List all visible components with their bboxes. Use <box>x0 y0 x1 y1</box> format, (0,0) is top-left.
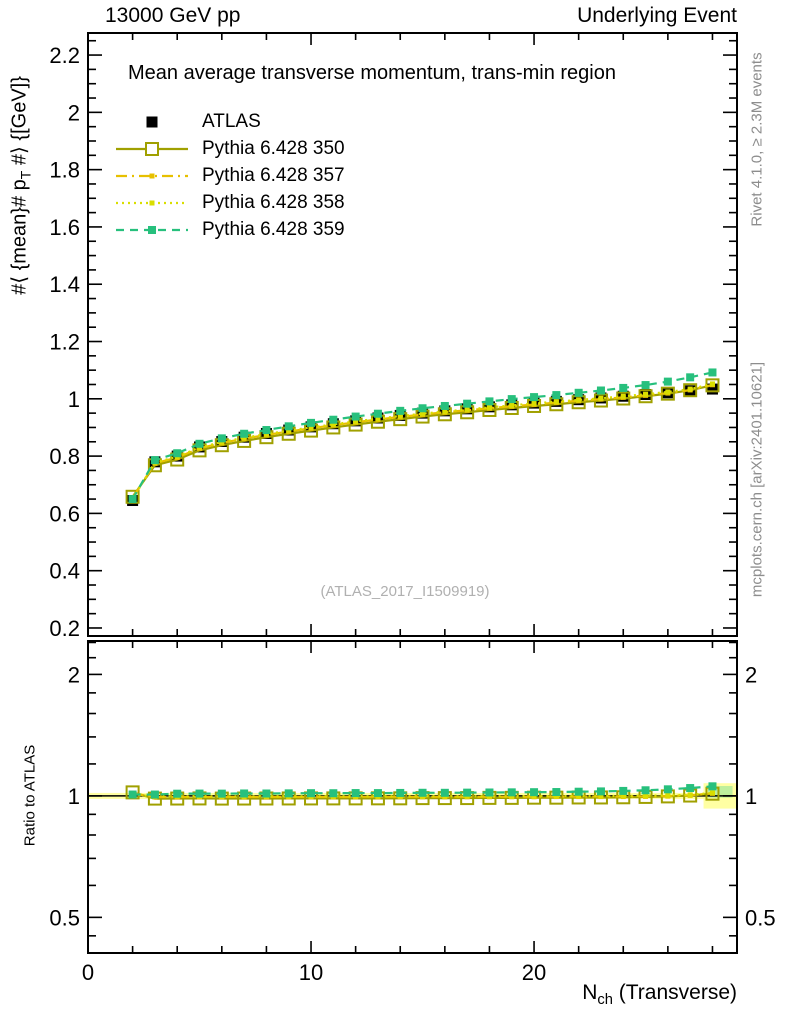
marker-pythia-6-428-359 <box>307 419 315 427</box>
marker-pythia-6-428-359 <box>285 422 293 430</box>
ratio-ytick-label-right: 2 <box>745 662 758 688</box>
ratio-marker-pythia-6-428-359 <box>240 789 248 797</box>
main-ytick-label: 0.8 <box>49 444 80 470</box>
ratio-marker-pythia-6-428-359 <box>485 788 493 796</box>
ratio-marker-pythia-6-428-359 <box>530 788 538 796</box>
ratio-ytick-label: 1 <box>67 783 80 809</box>
marker-pythia-6-428-359 <box>508 395 516 403</box>
ratio-marker-pythia-6-428-359 <box>552 788 560 796</box>
main-ytick-label: 1.2 <box>49 329 80 355</box>
ratio-marker-pythia-6-428-359 <box>262 790 270 798</box>
ratio-marker-pythia-6-428-359 <box>285 789 293 797</box>
main-panel-frame <box>88 33 737 636</box>
marker-pythia-6-428-359 <box>575 389 583 397</box>
marker-pythia-6-428-359 <box>374 410 382 418</box>
ratio-marker-pythia-6-428-358 <box>688 792 693 797</box>
beam-energy-label: 13000 GeV pp <box>105 4 241 27</box>
marker-pythia-6-428-358 <box>532 401 537 406</box>
marker-pythia-6-428-359 <box>708 368 716 376</box>
plot-title: Mean average transverse momentum, trans-min region <box>128 62 616 84</box>
x-tick-label: 20 <box>521 960 547 985</box>
main-ytick-label: 1.8 <box>49 157 80 183</box>
legend-label-pythia-6-428-359: Pythia 6.428 359 <box>202 218 345 240</box>
ratio-marker-pythia-6-428-359 <box>575 788 583 796</box>
ratio-marker-pythia-6-428-359 <box>307 789 315 797</box>
ratio-marker-pythia-6-428-359 <box>664 785 672 793</box>
ratio-marker-pythia-6-428-359 <box>508 788 516 796</box>
ratio-marker-pythia-6-428-359 <box>196 790 204 798</box>
marker-pythia-6-428-359 <box>597 387 605 395</box>
analysis-id-watermark: (ATLAS_2017_I1509919) <box>320 583 490 600</box>
marker-pythia-6-428-359 <box>151 456 159 464</box>
y-axis-label-prefix: #⟨ {mean}# p <box>8 179 31 295</box>
ratio-ytick-label: 2 <box>67 662 80 688</box>
marker-pythia-6-428-358 <box>598 396 603 401</box>
y-axis-label-sub: T <box>17 170 34 180</box>
x-tick-label: 0 <box>81 960 95 985</box>
marker-pythia-6-428-359 <box>619 384 627 392</box>
ratio-ytick-label: 0.5 <box>49 905 80 931</box>
ratio-marker-pythia-6-428-359 <box>419 789 427 797</box>
marker-pythia-6-428-359 <box>642 381 650 389</box>
marker-pythia-6-428-359 <box>463 400 471 408</box>
main-ytick-label: 2.2 <box>49 43 80 69</box>
ratio-marker-pythia-6-428-359 <box>218 790 226 798</box>
main-ytick-label: 1.4 <box>49 272 80 298</box>
ratio-marker-pythia-6-428-359 <box>597 787 605 795</box>
y-axis-label-suffix: #⟩ {[GeV]} <box>8 76 31 171</box>
ratio-marker-pythia-6-428-359 <box>441 789 449 797</box>
legend-label-pythia-6-428-350: Pythia 6.428 350 <box>202 137 345 159</box>
ratio-marker-pythia-6-428-359 <box>173 790 181 798</box>
legend-label-pythia-6-428-357: Pythia 6.428 357 <box>202 164 345 186</box>
marker-pythia-6-428-359 <box>329 416 337 424</box>
marker-pythia-6-428-358 <box>643 392 648 397</box>
marker-pythia-6-428-358 <box>665 389 670 394</box>
legend-label-atlas: ATLAS <box>202 110 261 132</box>
ratio-marker-pythia-6-428-359 <box>396 789 404 797</box>
ratio-marker-pythia-6-428-359 <box>642 786 650 794</box>
mcplots-arxiv-note: mcplots.cern.ch [arXiv:2401.10621] <box>748 361 766 598</box>
marker-pythia-6-428-358 <box>554 399 559 404</box>
marker-pythia-6-428-359 <box>218 434 226 442</box>
ratio-marker-pythia-6-428-359 <box>352 789 360 797</box>
ratio-marker-pythia-6-428-359 <box>129 791 137 799</box>
main-ytick-label: 1 <box>67 386 80 412</box>
main-ytick-label: 0.4 <box>49 558 80 584</box>
ratio-marker-pythia-6-428-359 <box>463 789 471 797</box>
main-ytick-label: 0.6 <box>49 501 80 527</box>
marker-pythia-6-428-359 <box>240 430 248 438</box>
ratio-marker-pythia-6-428-359 <box>708 782 716 790</box>
ratio-marker-pythia-6-428-359 <box>686 784 694 792</box>
marker-pythia-6-428-359 <box>664 378 672 386</box>
marker-pythia-6-428-359 <box>196 440 204 448</box>
marker-pythia-6-428-359 <box>686 373 694 381</box>
x-axis-label-sub: ch <box>597 992 613 1009</box>
marker-pythia-6-428-359 <box>352 413 360 421</box>
marker-pythia-6-428-359 <box>441 402 449 410</box>
marker-pythia-6-428-358 <box>710 381 715 386</box>
main-ytick-label: 1.6 <box>49 214 80 240</box>
ratio-marker-pythia-6-428-359 <box>329 789 337 797</box>
marker-pythia-6-428-359 <box>396 407 404 415</box>
main-ytick-label: 2 <box>67 100 80 126</box>
ratio-axis-label: Ratio to ATLAS <box>21 744 39 847</box>
marker-pythia-6-428-359 <box>485 397 493 405</box>
marker-pythia-6-428-358 <box>688 387 693 392</box>
marker-pythia-6-428-358 <box>509 403 514 408</box>
x-axis-label-main: N <box>582 981 598 1004</box>
rivet-version-note: Rivet 4.1.0, ≥ 2.3M events <box>748 52 766 227</box>
ratio-ytick-label-right: 0.5 <box>745 905 776 931</box>
marker-pythia-6-428-358 <box>487 405 492 410</box>
marker-pythia-6-428-359 <box>530 393 538 401</box>
legend-label-pythia-6-428-358: Pythia 6.428 358 <box>202 191 345 213</box>
ratio-ytick-label-right: 1 <box>745 783 758 809</box>
main-ytick-label: 0.2 <box>49 615 80 641</box>
ratio-marker-pythia-6-428-358 <box>710 790 715 795</box>
marker-pythia-6-428-359 <box>173 449 181 457</box>
marker-pythia-6-428-359 <box>129 495 137 503</box>
ratio-marker-pythia-6-428-359 <box>619 787 627 795</box>
marker-pythia-6-428-358 <box>576 397 581 402</box>
ratio-marker-pythia-6-428-359 <box>151 791 159 799</box>
marker-pythia-6-428-359 <box>419 404 427 412</box>
marker-pythia-6-428-359 <box>262 426 270 434</box>
ratio-marker-pythia-6-428-358 <box>665 793 670 798</box>
marker-pythia-6-428-358 <box>621 394 626 399</box>
x-tick-label: 10 <box>298 960 324 985</box>
marker-pythia-6-428-359 <box>552 391 560 399</box>
x-axis-label-suffix: (Transverse) <box>612 981 737 1004</box>
analysis-group-label: Underlying Event <box>577 4 737 27</box>
ratio-marker-pythia-6-428-359 <box>374 789 382 797</box>
